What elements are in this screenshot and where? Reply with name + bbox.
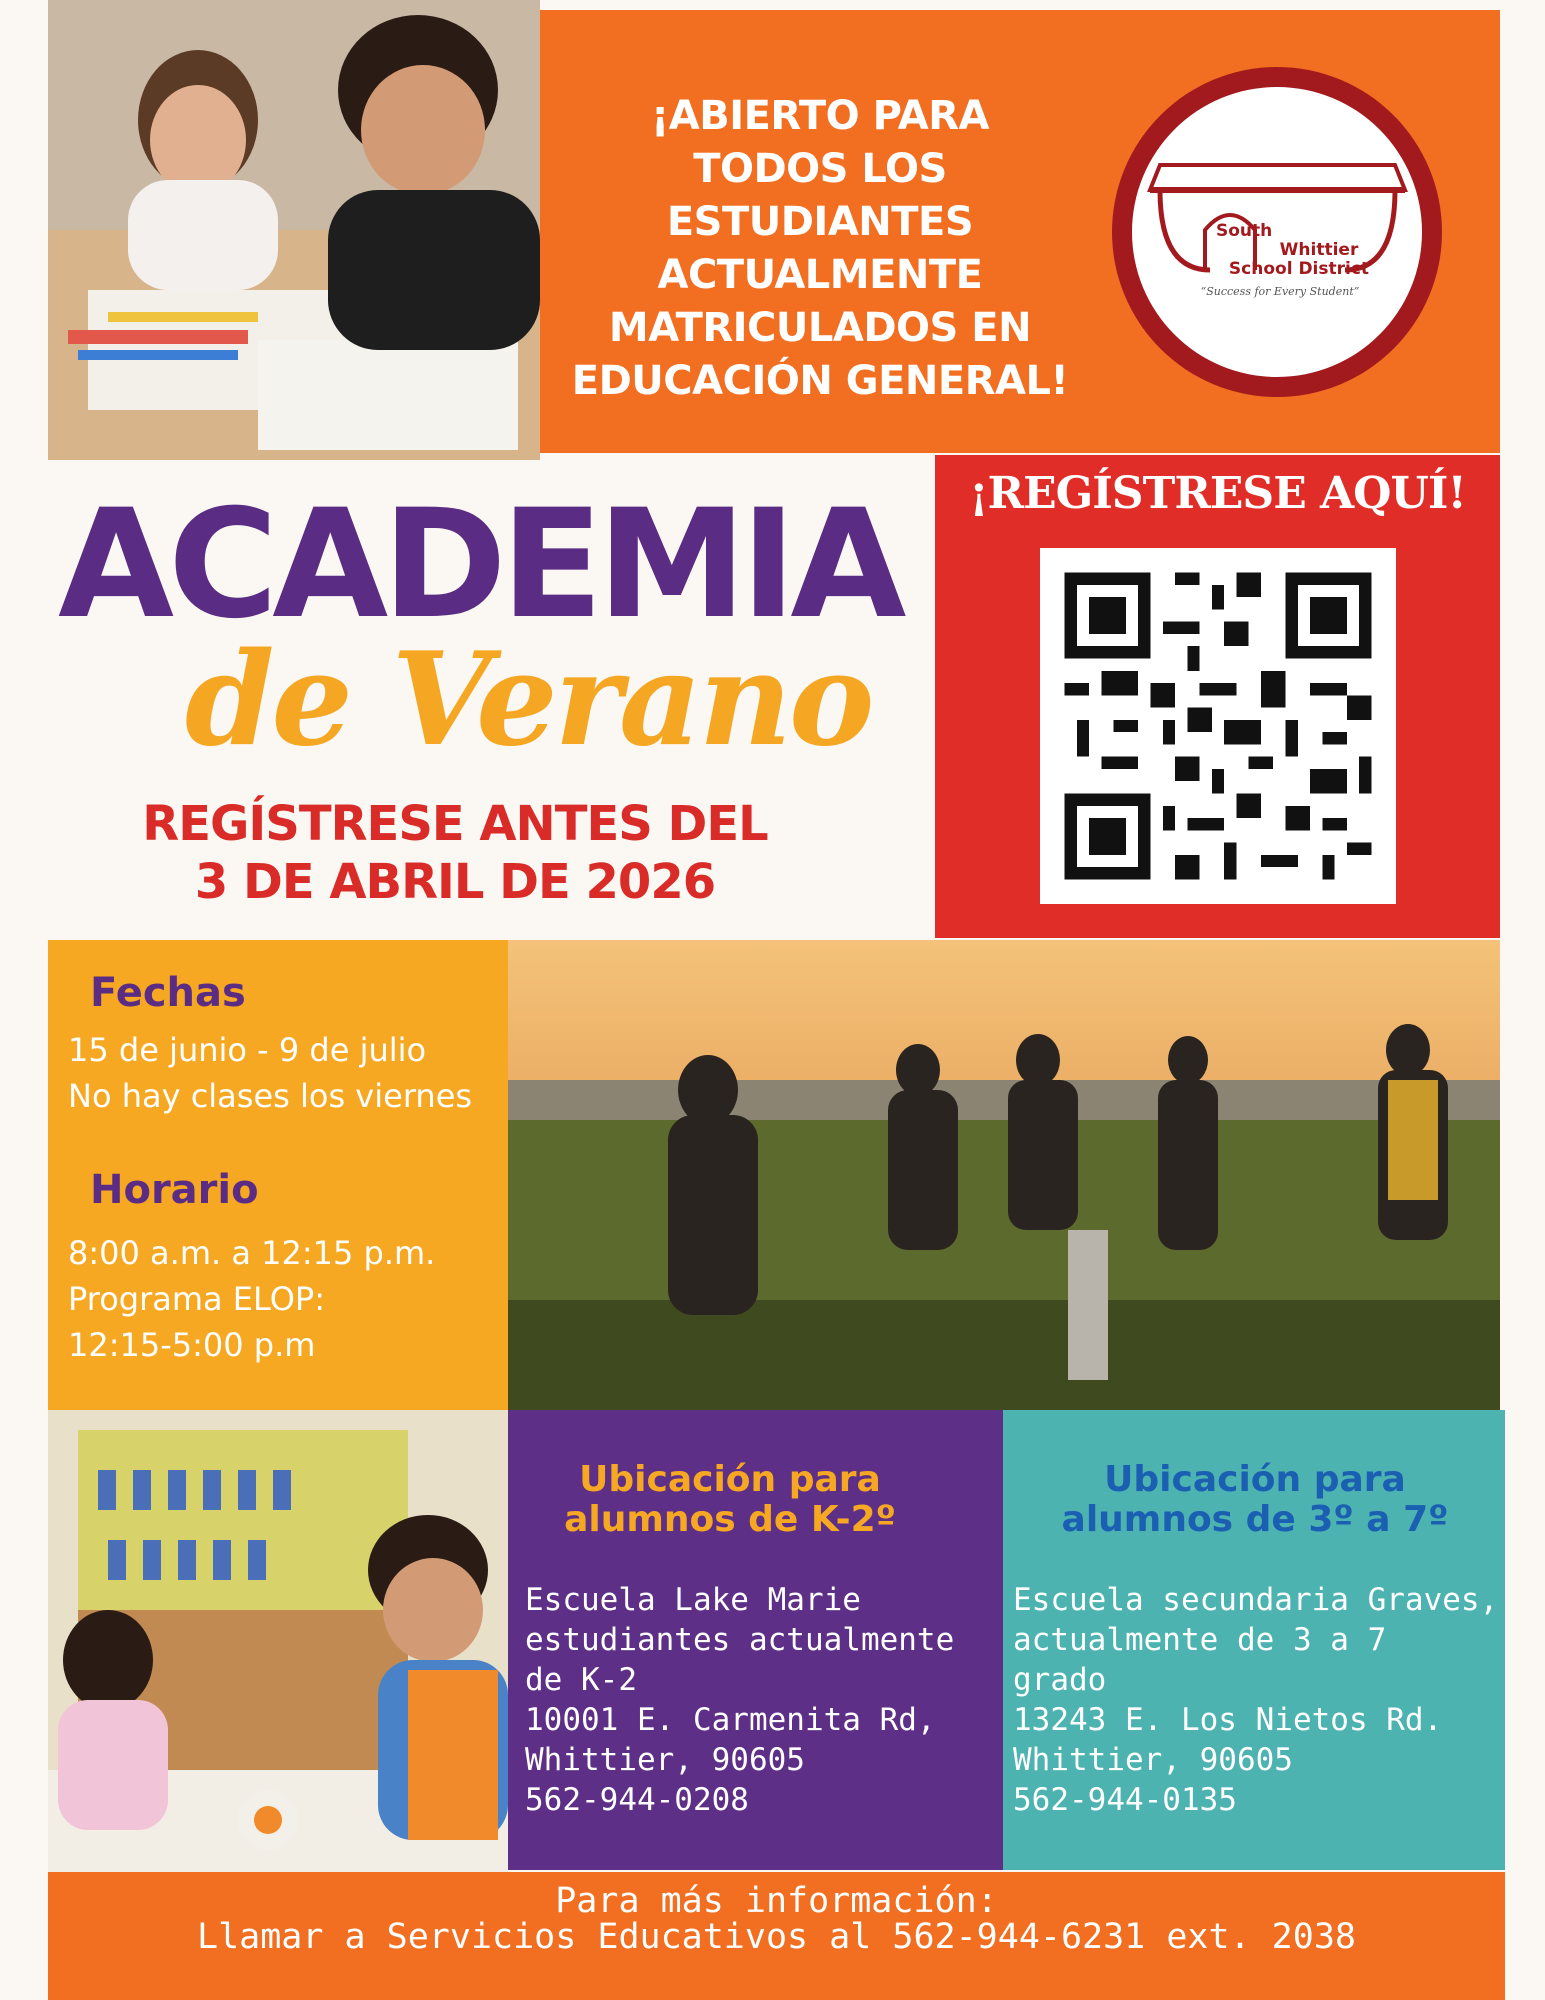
location-3-7-heading (1030, 1460, 1480, 1540)
dates-line-1: 15 de junio - 9 de julio (68, 1031, 427, 1069)
hours-text (68, 1230, 508, 1368)
location-k2-phone[interactable]: 562-944-0208 (525, 1782, 749, 1818)
location-3-7-address: 13243 E. Los Nietos Rd. (1013, 1702, 1443, 1738)
photo-kids-drawing (48, 0, 540, 460)
location-k2-heading-line-1: Ubicación para (579, 1459, 881, 1500)
location-k2-address: 10001 E. Carmenita Rd, (525, 1702, 936, 1738)
location-k2-line-2: estudiantes actualmente (525, 1622, 955, 1658)
location-3-7-details (1013, 1580, 1503, 1820)
qr-code-icon[interactable] (1040, 548, 1396, 904)
footer-line-1: Para más información: (555, 1881, 998, 1921)
location-3-7-heading-line-2: alumnos de 3º a 7º (1061, 1499, 1449, 1540)
footer-contact (48, 1883, 1505, 1955)
location-3-7-line-1: Escuela secundaria Graves, (1013, 1582, 1499, 1618)
photo-kids-field (508, 940, 1500, 1410)
location-k2-heading-line-2: alumnos de K-2º (564, 1499, 896, 1540)
hours-line-1: 8:00 a.m. a 12:15 p.m. (68, 1234, 436, 1272)
footer-line-2[interactable]: Llamar a Servicios Educativos al 562-944-6231 ext. 2038 (197, 1917, 1356, 1957)
register-title: ¡REGÍSTRESE AQUÍ! (969, 468, 1466, 519)
location-k2-details (525, 1580, 1005, 1820)
registration-deadline (60, 795, 850, 911)
location-3-7-line-2: actualmente de 3 a 7 (1013, 1622, 1387, 1658)
deadline-line-1: REGÍSTRESE ANTES DEL (142, 796, 768, 852)
open-enrollment-text: ¡ABIERTO PARA TODOS LOS ESTUDIANTES ACTUALMENTE MATRICULADOS EN EDUCACIÓN GENERAL! (571, 93, 1069, 404)
deadline-line-2: 3 DE ABRIL DE 2026 (194, 854, 716, 910)
district-name-line-1: South (1216, 221, 1273, 241)
location-k2-line-3: de K-2 (525, 1662, 637, 1698)
photo-classroom (48, 1410, 508, 1872)
location-3-7-line-3: grado (1013, 1662, 1107, 1698)
program-title: ACADEMIA (58, 478, 901, 652)
location-3-7-phone[interactable]: 562-944-0135 (1013, 1782, 1237, 1818)
location-k2-line-1: Escuela Lake Marie (525, 1582, 861, 1618)
location-k2-heading (540, 1460, 920, 1540)
hours-heading: Horario (90, 1167, 259, 1213)
district-name (1204, 222, 1394, 279)
district-name-line-3: School District (1228, 259, 1370, 279)
dates-text (68, 1027, 513, 1119)
hours-line-2: Programa ELOP: (68, 1280, 325, 1318)
location-3-7-heading-line-1: Ubicación para (1104, 1459, 1406, 1500)
dates-line-2: No hay clases los viernes (68, 1077, 473, 1115)
program-subtitle: de Verano (185, 625, 872, 775)
location-3-7-city: Whittier, 90605 (1013, 1742, 1293, 1778)
hours-line-3: 12:15-5:00 p.m (68, 1326, 316, 1364)
district-tagline: “Success for Every Student” (1200, 285, 1360, 298)
district-name-line-2: Whittier (1279, 240, 1359, 260)
dates-heading: Fechas (90, 970, 246, 1016)
location-k2-city: Whittier, 90605 (525, 1742, 805, 1778)
